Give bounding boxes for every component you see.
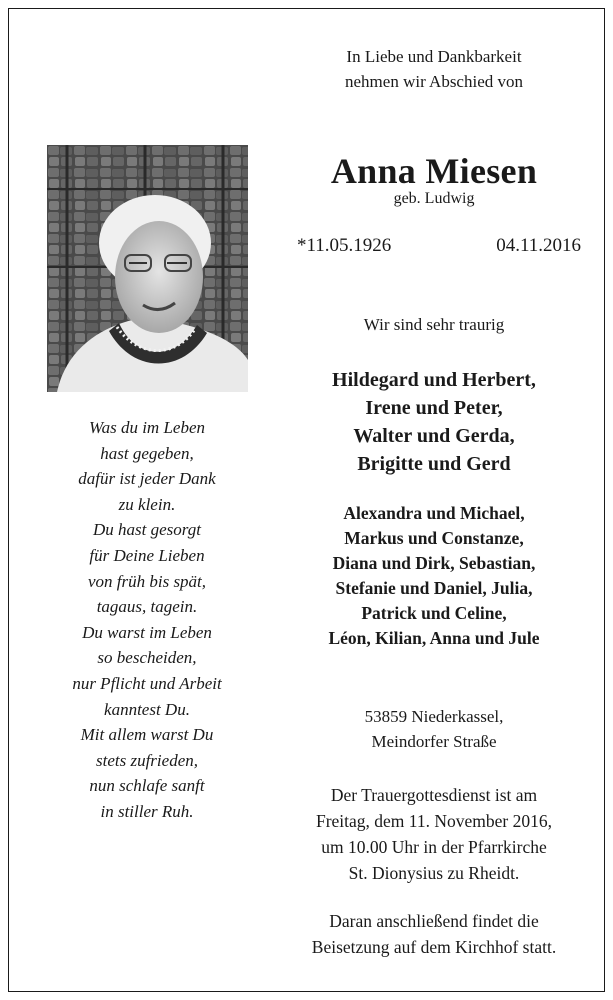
poem-line: so bescheiden, xyxy=(97,648,197,668)
burial-line: Daran anschließend findet die xyxy=(329,911,539,931)
service-line: um 10.00 Uhr in der Pfarrkirche xyxy=(321,837,547,857)
poem-line: tagaus, tagein. xyxy=(96,597,198,617)
poem-line: kanntest Du. xyxy=(104,699,190,719)
poem-line: für Deine Lieben xyxy=(89,545,205,565)
mourner-line: Markus und Constanze, xyxy=(344,528,524,548)
mourner-line: Walter und Gerda, xyxy=(353,425,515,447)
mourner-line: Stefanie und Daniel, Julia, xyxy=(335,578,533,598)
birth-name: geb. Ludwig xyxy=(393,190,475,207)
address-line: 53859 Niederkassel, xyxy=(364,707,504,726)
mourner-line: Alexandra und Michael, xyxy=(343,503,525,523)
funeral-service-info xyxy=(275,782,593,886)
grandchildren-list xyxy=(275,501,593,651)
deceased-name: Anna Miesen xyxy=(330,151,538,191)
poem-line: zu klein. xyxy=(118,494,176,514)
mourner-line: Léon, Kilian, Anna und Jule xyxy=(328,628,540,648)
portrait-image xyxy=(47,145,248,392)
poem-line: in stiller Ruh. xyxy=(100,801,194,821)
poem-line: nur Pflicht und Arbeit xyxy=(72,673,222,693)
poem-line: Was du im Leben xyxy=(88,418,205,437)
poem-line: dafür ist jeder Dank xyxy=(78,469,216,489)
poem-line: nun schlafe sanft xyxy=(89,776,205,796)
mourner-line: Diana und Dirk, Sebastian, xyxy=(332,553,536,573)
poem-line: Du hast gesorgt xyxy=(93,520,201,540)
intro-line: nehmen wir Abschied von xyxy=(345,72,523,91)
portrait-photo xyxy=(47,145,248,392)
mourning-statement: Wir sind sehr traurig xyxy=(363,315,505,334)
service-line: Der Trauergottesdienst ist am xyxy=(330,785,538,805)
mourner-line: Patrick und Celine, xyxy=(361,603,507,623)
poem-line: hast gegeben, xyxy=(100,443,194,463)
family-address xyxy=(275,704,593,754)
service-line: Freitag, dem 11. November 2016, xyxy=(315,811,553,831)
mourner-line: Irene und Peter, xyxy=(365,397,503,419)
poem-line: von früh bis spät, xyxy=(87,571,207,591)
burial-line: Beisetzung auf dem Kirchhof statt. xyxy=(311,937,557,957)
birth-date: *11.05.1926 xyxy=(297,235,392,256)
mourner-line: Brigitte und Gerd xyxy=(357,453,511,475)
children-list xyxy=(275,366,593,478)
poem-line: stets zufrieden, xyxy=(96,750,198,770)
address-line: Meindorfer Straße xyxy=(371,732,497,751)
memorial-poem xyxy=(29,415,265,825)
service-line: St. Dionysius zu Rheidt. xyxy=(348,863,520,883)
obituary-notice xyxy=(8,8,605,992)
poem-line: Mit allem warst Du xyxy=(80,725,214,745)
mourner-line: Hildegard und Herbert, xyxy=(332,369,536,391)
burial-info xyxy=(275,908,593,960)
intro-text xyxy=(275,44,593,94)
poem-line: Du warst im Leben xyxy=(82,622,212,642)
death-date: 04.11.2016 xyxy=(496,235,581,256)
intro-line: In Liebe und Dankbarkeit xyxy=(346,47,522,66)
